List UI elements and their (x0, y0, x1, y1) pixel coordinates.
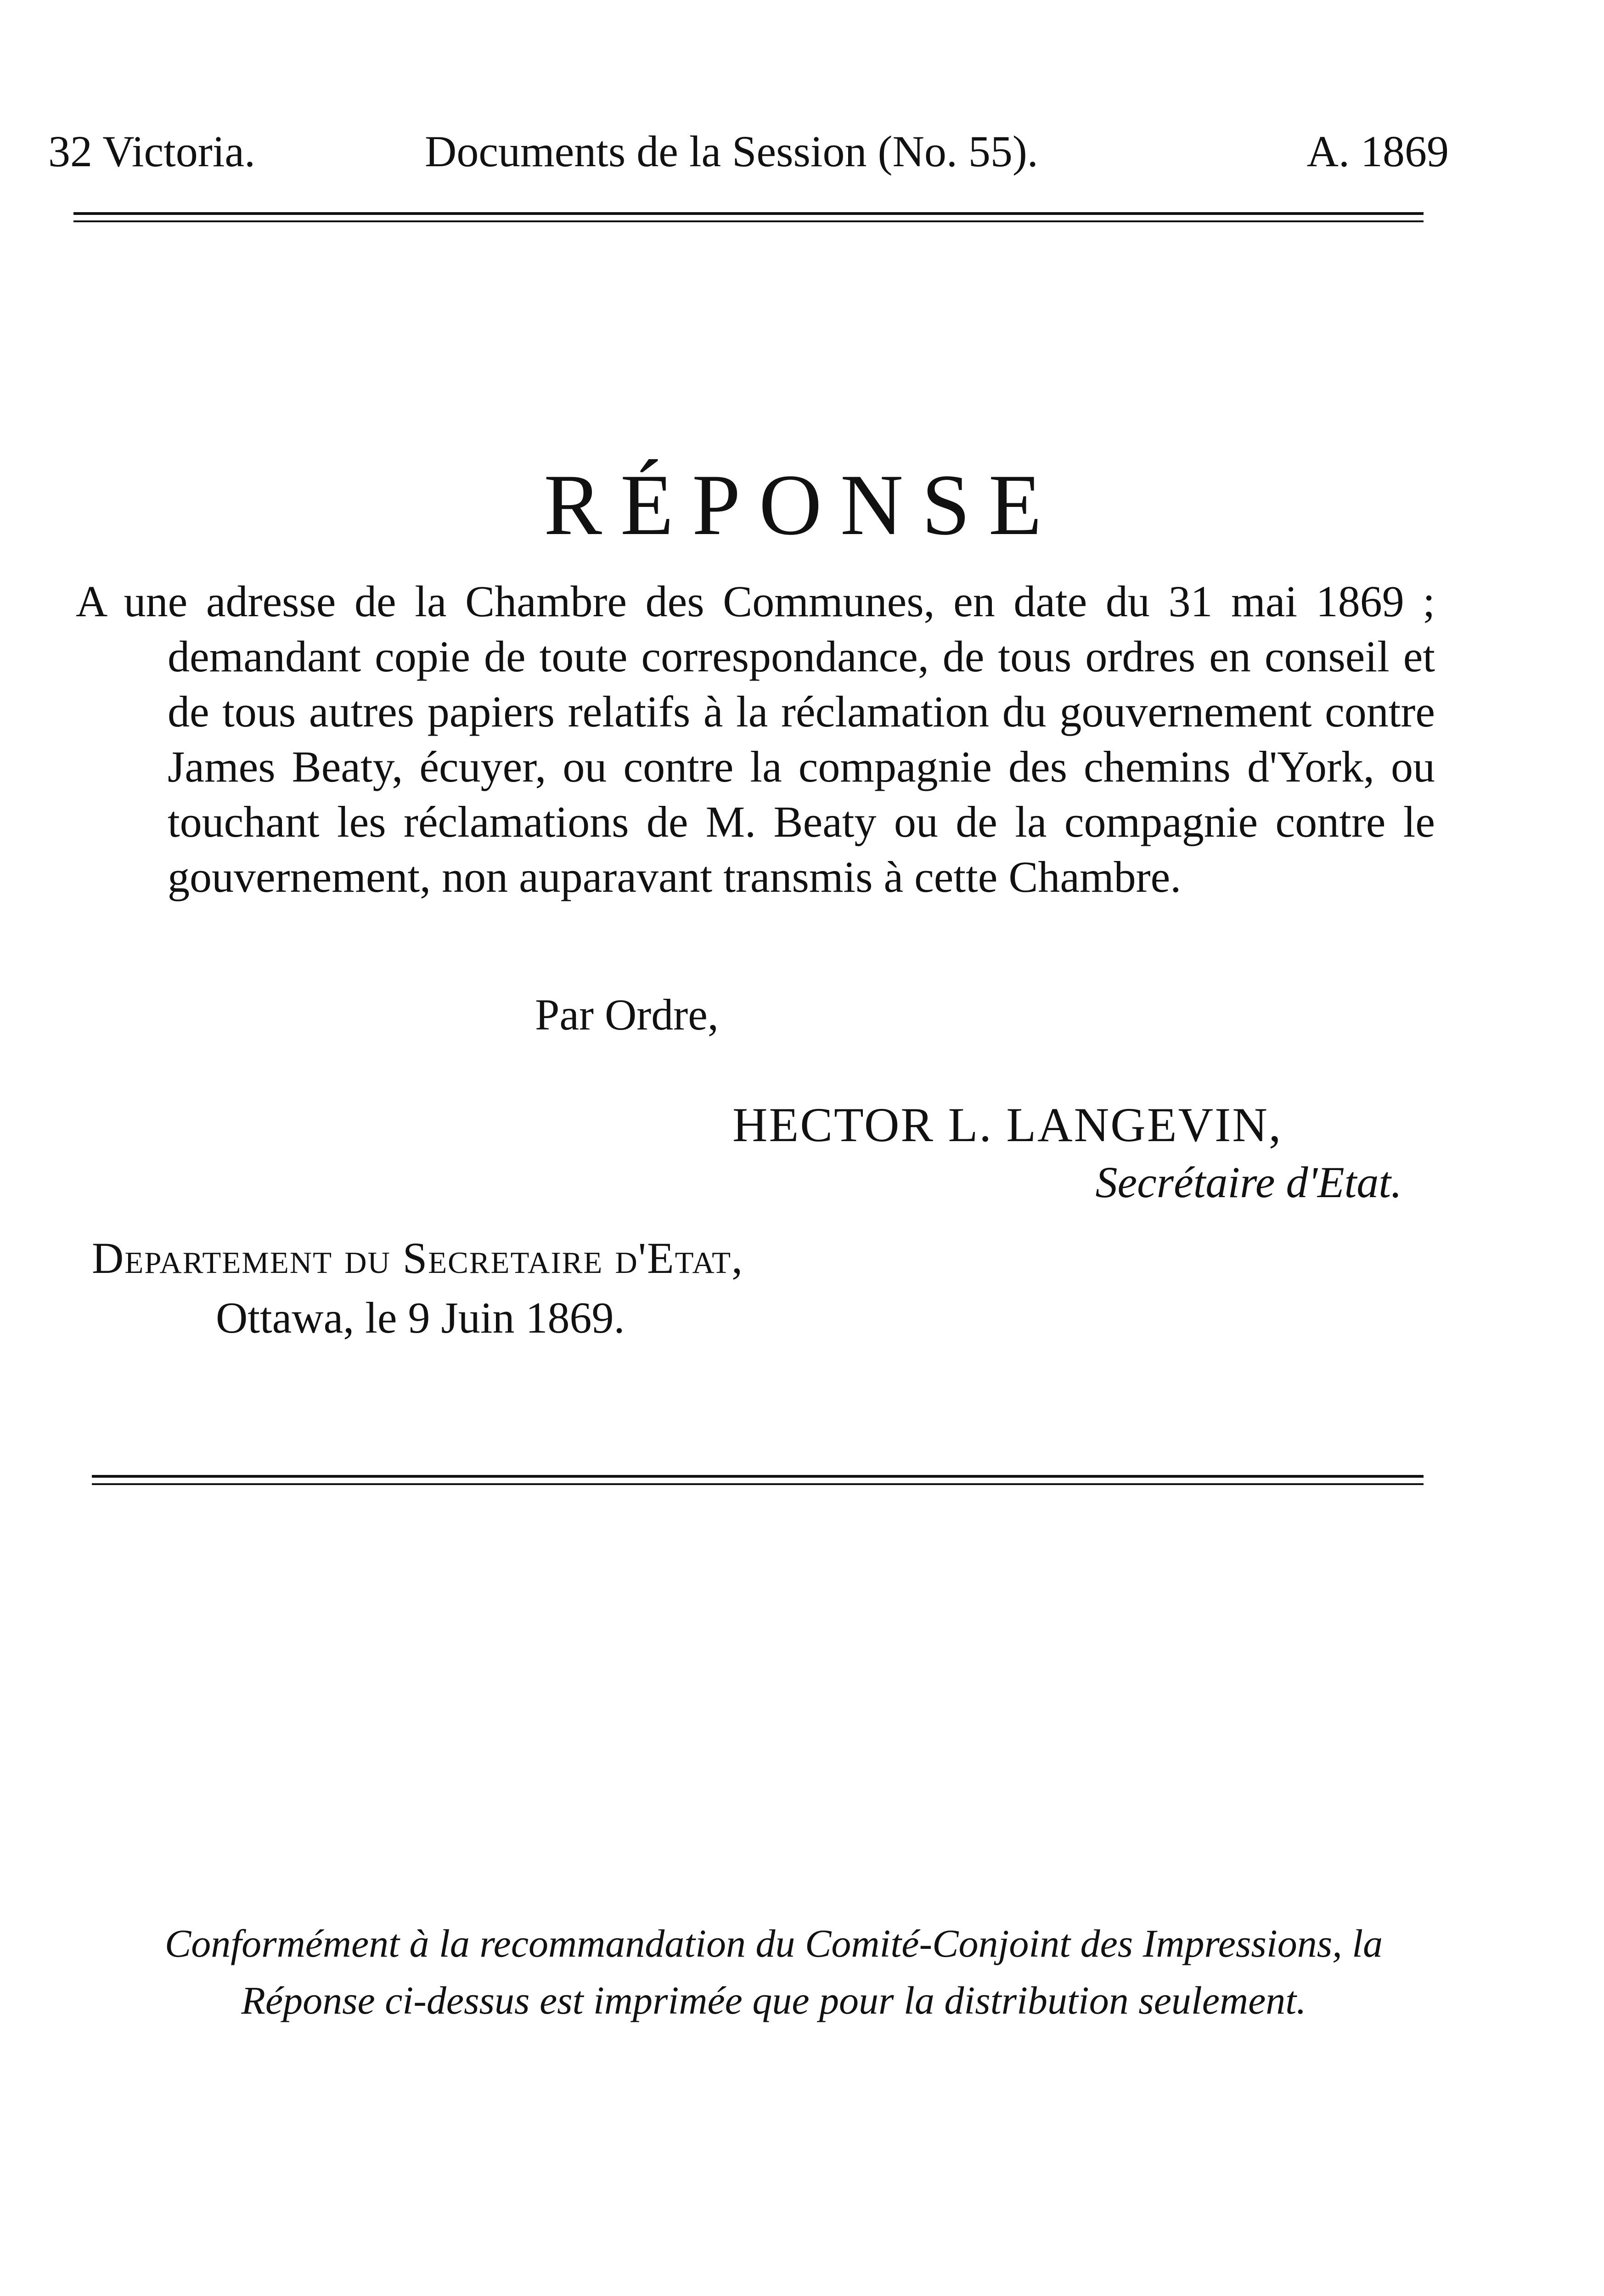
department-name: Departement du Secretaire d'Etat, (92, 1233, 744, 1283)
address-paragraph (76, 574, 1435, 905)
header-regnal-year: 32 Victoria. (48, 127, 256, 176)
signer-title: Secrétaire d'Etat. (1095, 1158, 1402, 1207)
printing-committee-note: Conformément à la recommandation du Comité-Conjoint des Impressions, la Réponse ci-dessus est imprimée que pour la distribution seulement. (164, 1921, 1383, 2022)
par-ordre-text: Par Ordre, (535, 990, 719, 1039)
section-double-rule (92, 1475, 1424, 1485)
department-place-date: Ottawa, le 9 Juin 1869. (216, 1293, 625, 1342)
running-header (48, 124, 1449, 179)
address-first-line: A une adresse de la Chambre des Communes, en date du 31 mai 1869 ; (76, 577, 1435, 626)
document-title: RÉPONSE (544, 457, 1060, 553)
header-double-rule (73, 212, 1424, 222)
header-session-documents: Documents de la Session (No. 55). (425, 127, 1038, 176)
signer-name: HECTOR L. LANGEVIN, (732, 1098, 1283, 1152)
address-body: demandant copie de toute correspondance, de tous ordres en conseil et de tous autres papiers relatifs à la réclamation du gouvernement contre James Beaty, écuyer, ou contre la compagnie des chemins d'York, ou touchant les réclamations de M. Beaty ou de la compagnie contre le gouvernement, non auparavant transmis à cette Chambre. (168, 632, 1435, 901)
header-year: A. 1869 (1306, 127, 1449, 176)
